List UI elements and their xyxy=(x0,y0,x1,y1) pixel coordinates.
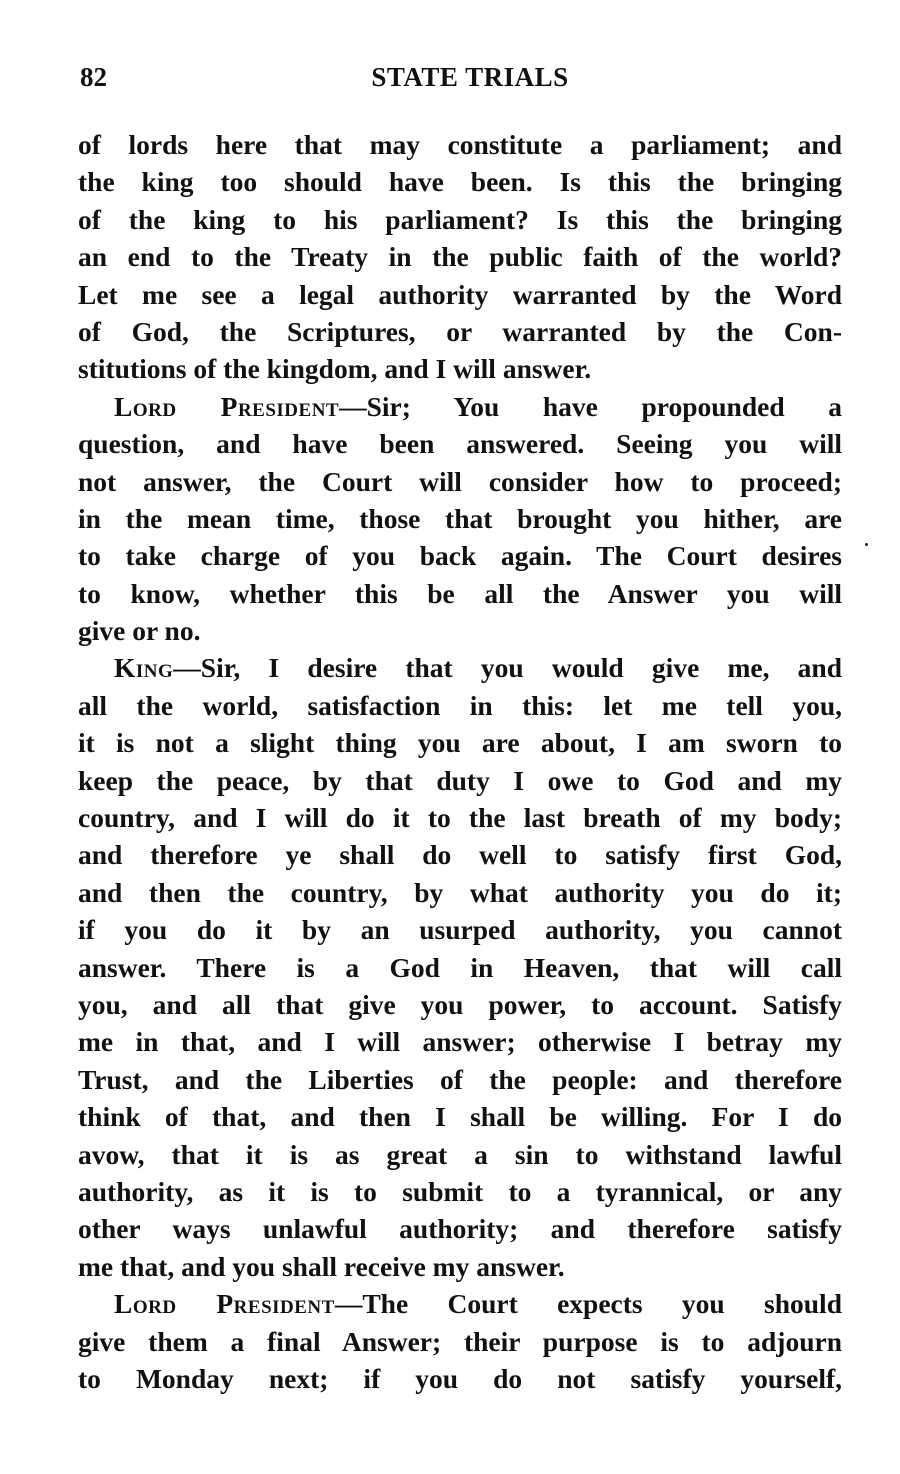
text-line: and then the country, by what authority you do it; xyxy=(78,876,842,908)
text-line: Let me see a legal authority warranted by the Word xyxy=(78,278,842,310)
text-line: Trust, and the Liberties of the people: and therefore xyxy=(78,1063,842,1095)
text-line: me that, and you shall receive my answer. xyxy=(78,1250,565,1282)
page-number: 82 xyxy=(80,62,107,92)
page-header xyxy=(78,62,842,106)
paragraph xyxy=(78,388,842,650)
paragraph xyxy=(78,649,842,1285)
text-line: all the world, satisfaction in this: let me tell you, xyxy=(78,689,842,721)
text-line: keep the peace, by that duty I owe to God and my xyxy=(78,764,842,796)
text-line: and therefore ye shall do well to satisfy first God, xyxy=(78,839,842,871)
text-line: the king too should have been. Is this the bringing xyxy=(78,166,842,198)
speaker-name: Lord President xyxy=(114,1288,335,1320)
paragraph xyxy=(78,1285,842,1397)
text-line: an end to the Treaty in the public faith of the world? xyxy=(78,241,842,273)
running-title: STATE TRIALS xyxy=(371,62,569,92)
speech-text: —The Court expects you should xyxy=(334,1288,842,1320)
text-line xyxy=(78,1285,842,1322)
text-line: not answer, the Court will consider how to proceed; xyxy=(78,465,842,497)
text-line: of the king to his parliament? Is this the bringing xyxy=(78,203,842,235)
text-line: if you do it by an usurped authority, you cannot xyxy=(78,914,842,946)
text-line: avow, that it is as great a sin to withstand lawful xyxy=(78,1138,842,1170)
body-text xyxy=(78,126,842,1397)
text-line: other ways unlawful authority; and therefore satisfy xyxy=(78,1213,842,1245)
paragraph xyxy=(78,126,842,388)
text-line: of God, the Scriptures, or warranted by the Con- xyxy=(78,315,842,347)
text-line: think of that, and then I shall be willing. For I do xyxy=(78,1101,842,1133)
text-line xyxy=(78,388,842,425)
speaker-name: Lord President xyxy=(114,390,340,422)
text-line: to take charge of you back again. The Court desires xyxy=(78,540,842,572)
text-line: authority, as it is to submit to a tyrannical, or any xyxy=(78,1175,842,1207)
text-line: me in that, and I will answer; otherwise I betray my xyxy=(78,1026,842,1058)
text-line: question, and have been answered. Seeing you will xyxy=(78,428,842,460)
text-line: of lords here that may constitute a parliament; and xyxy=(78,129,842,160)
text-line: to know, whether this be all the Answer you will xyxy=(78,577,842,609)
text-line: in the mean time, those that brought you hither, are xyxy=(78,502,842,534)
text-line: give them a final Answer; their purpose is to adjourn xyxy=(78,1325,842,1357)
text-line: stitutions of the kingdom, and I will answer. xyxy=(78,353,592,385)
text-line: to Monday next; if you do not satisfy yourself, xyxy=(78,1362,842,1394)
text-line: you, and all that give you power, to account. Satisfy xyxy=(78,988,842,1020)
ink-speck xyxy=(865,543,868,546)
text-line: it is not a slight thing you are about, I am sworn to xyxy=(78,727,842,759)
text-line: country, and I will do it to the last breath of my body; xyxy=(78,802,842,834)
speech-text: —Sir, I desire that you would give me, and xyxy=(173,652,842,684)
text-line: give or no. xyxy=(78,615,201,647)
text-line: answer. There is a God in Heaven, that will call xyxy=(78,951,842,983)
text-line xyxy=(78,649,842,686)
speaker-name: King xyxy=(114,652,174,684)
speech-text: —Sir; You have propounded a xyxy=(339,390,842,422)
